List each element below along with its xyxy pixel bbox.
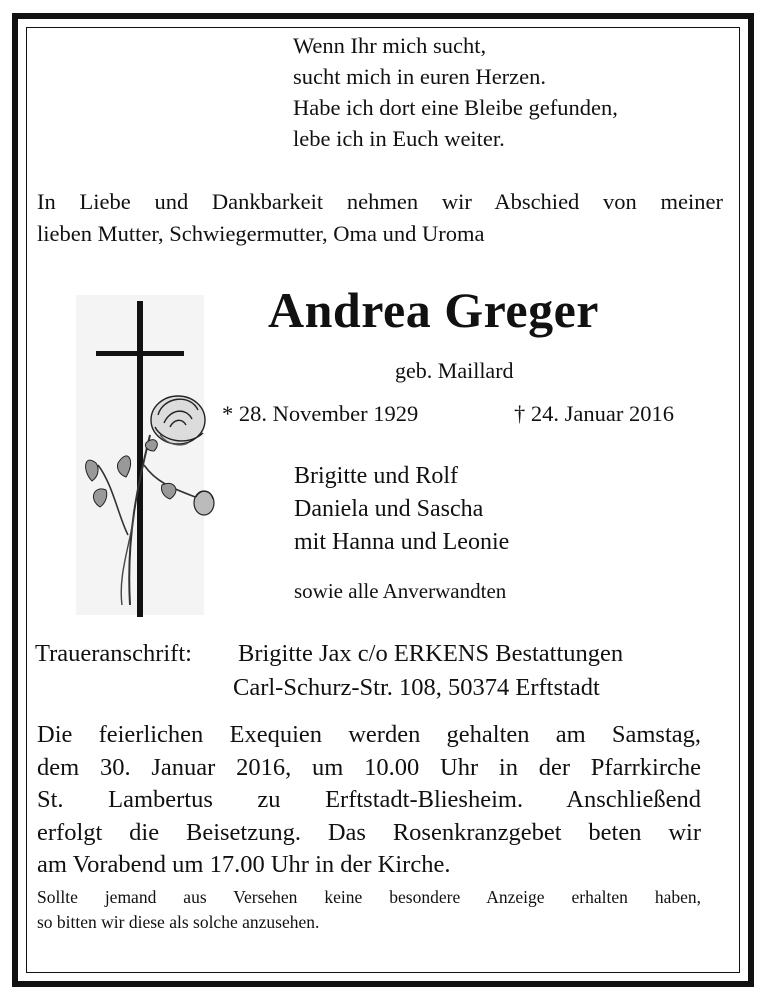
birth-date: * 28. November 1929 [222, 401, 419, 426]
deceased-name: Andrea Greger [268, 282, 599, 338]
mourner-line: Daniela und Sascha [294, 496, 484, 522]
service-line: am Vorabend um 17.00 Uhr in der Kirche. [37, 851, 451, 878]
note-line: so bitten wir diese als solche anzusehen. [37, 912, 320, 932]
service-line: dem 30. Januar 2016, um 10.00 Uhr in der Pfarrkirche [37, 753, 701, 781]
death-date: † 24. Januar 2016 [514, 401, 674, 426]
service-line: Die feierlichen Exequien werden gehalten am Samstag, [37, 721, 701, 748]
address-line: Brigitte Jax c/o ERKENS Bestattungen [238, 640, 624, 667]
intro-line: lieben Mutter, Schwiegermutter, Oma und Uroma [37, 221, 485, 246]
poem-line: Habe ich dort eine Bleibe gefunden, [293, 95, 618, 120]
note-line: Sollte jemand aus Versehen keine besondere Anzeige erhalten haben, [37, 887, 701, 907]
service-line: St. Lambertus zu Erftstadt-Bliesheim. Anschließend [37, 786, 701, 813]
relatives-note: sowie alle Anverwandten [294, 579, 507, 603]
maiden-name: geb. Maillard [395, 358, 514, 383]
mourners-list [294, 460, 509, 559]
service-line: erfolgt die Beisetzung. Das Rosenkranzgebet beten wir [37, 818, 701, 846]
poem-verse [293, 30, 618, 154]
mourner-line: mit Hanna und Leonie [294, 529, 510, 555]
address-label: Traueranschrift: [35, 640, 192, 667]
mourner-line: Brigitte und Rolf [294, 463, 458, 489]
funeral-service-text [37, 719, 701, 882]
poem-line: lebe ich in Euch weiter. [293, 126, 505, 151]
intro-line: In Liebe und Dankbarkeit nehmen wir Abschied von meiner [37, 189, 723, 214]
intro-text [37, 186, 723, 250]
closing-note [37, 885, 701, 935]
address-line: Carl-Schurz-Str. 108, 50374 Erftstadt [233, 674, 600, 701]
poem-line: sucht mich in euren Herzen. [293, 64, 547, 89]
cross-with-rose-icon [58, 285, 218, 620]
poem-line: Wenn Ihr mich sucht, [293, 33, 487, 58]
